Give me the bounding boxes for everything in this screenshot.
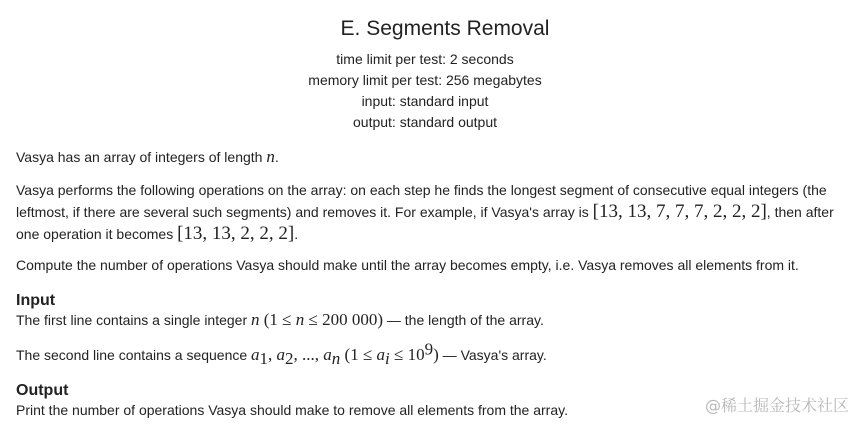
input-text: — the length of the array.: [383, 312, 544, 328]
math-constraint-close: ): [433, 345, 439, 364]
math-var-a: a: [276, 345, 286, 364]
statement-text: Compute the number of operations Vasya should make until the array becomes empty, i.e. Vasya removes all elements from it.: [16, 257, 799, 273]
math-dots: , ...,: [293, 345, 324, 364]
math-var-n: n: [266, 147, 275, 166]
output-file: output: standard output: [353, 114, 497, 130]
output-text: Print the number of operations Vasya should make to remove all elements from the array.: [16, 402, 568, 418]
math-sub: i: [385, 348, 390, 368]
input-text: The second line contains a sequence: [16, 347, 252, 363]
statement-punct: .: [274, 149, 279, 165]
input-line-2: [16, 339, 846, 368]
statement-text: Vasya has an array of integers of length: [16, 149, 267, 165]
input-text: The first line contains a single integer: [16, 312, 252, 328]
statement-paragraph-1: [16, 146, 846, 168]
math-var-n: n: [251, 310, 260, 329]
output-section-title: Output: [16, 382, 69, 399]
math-var-a: a: [251, 345, 260, 364]
time-limit: time limit per test: 2 seconds: [336, 51, 514, 67]
math-sub: 1: [259, 348, 269, 368]
statement-text: Vasya performs the following operations on the array: on each step he finds the longest segment of consecutive equal integers (the leftmost, if there are several such segments) and removes it. For example, if Vasya's array is: [16, 182, 827, 220]
statement-paragraph-2: [16, 180, 846, 245]
math-sub: n: [331, 348, 341, 368]
statement-paragraph-3: [16, 254, 846, 276]
math-sub: 2: [285, 348, 294, 368]
math-sep: ,: [268, 345, 277, 364]
problem-title: E. Segments Removal: [340, 17, 550, 40]
math-constraint-close: ≤ 200 000): [304, 310, 384, 329]
memory-limit: memory limit per test: 256 megabytes: [308, 72, 542, 88]
input-file: input: standard input: [361, 93, 489, 109]
math-var-n: n: [295, 310, 305, 329]
math-constraint-mid: ≤ 10: [389, 345, 425, 364]
statement-punct: .: [294, 226, 299, 242]
math-var-a: a: [323, 345, 332, 364]
math-constraint-open: (1 ≤: [340, 345, 377, 364]
watermark: @稀土掘金技术社区: [704, 396, 849, 415]
input-line-1: [16, 309, 846, 331]
math-constraint-open: (1 ≤: [259, 310, 296, 329]
math-array-after: [13, 13, 2, 2, 2]: [177, 223, 295, 244]
input-section-title: Input: [16, 292, 56, 309]
math-sup: 9: [424, 339, 434, 359]
math-array-before: [13, 13, 7, 7, 7, 2, 2, 2]: [592, 201, 767, 222]
statement-text: , then after one operation it becomes: [16, 204, 834, 242]
math-var-a: a: [376, 345, 386, 364]
input-text: — Vasya's array.: [438, 347, 547, 363]
